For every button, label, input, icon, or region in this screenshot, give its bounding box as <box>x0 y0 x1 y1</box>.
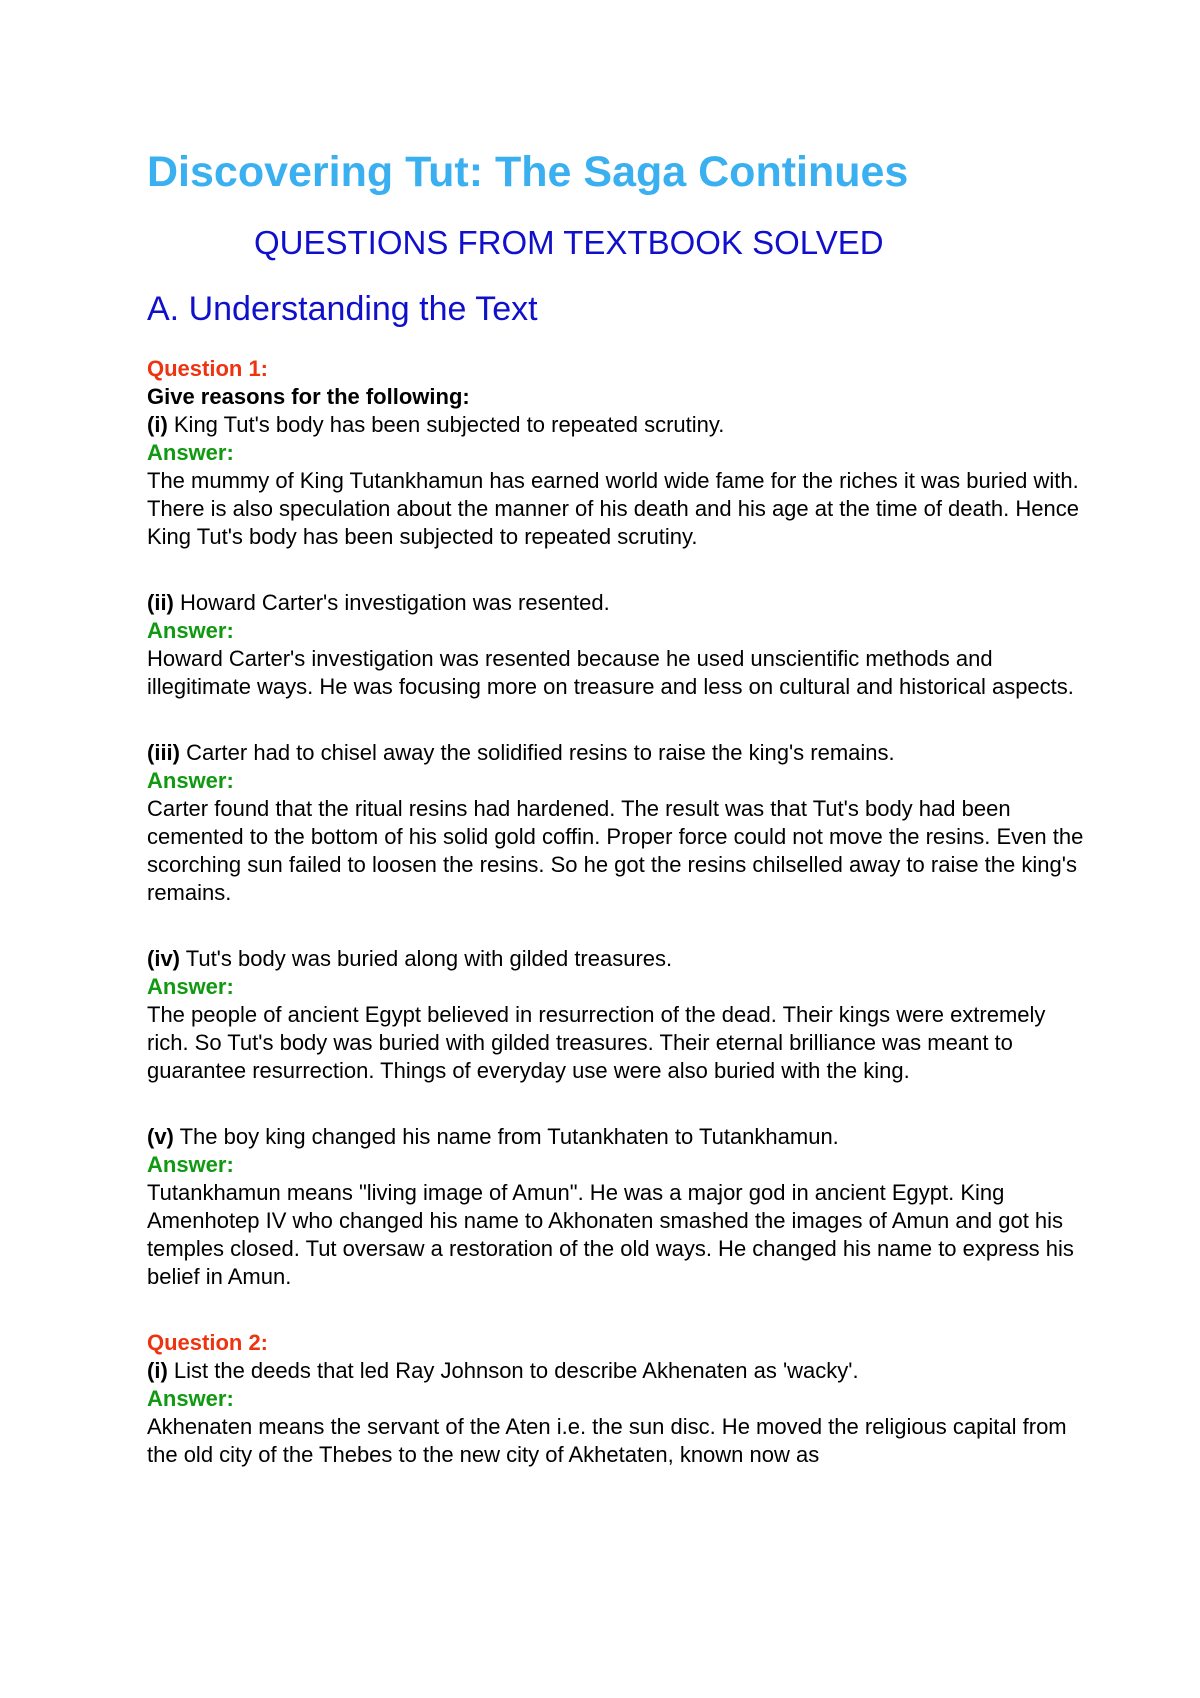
part-number: (v) <box>147 1124 174 1149</box>
part-text: King Tut's body has been subjected to repeated scrutiny. <box>167 412 725 437</box>
question-label: Question 1: <box>147 356 269 381</box>
document-title: Discovering Tut: The Saga Continues <box>147 148 909 196</box>
answer-label: Answer: <box>147 618 234 643</box>
answer-label: Answer: <box>147 440 234 465</box>
part-text: List the deeds that led Ray Johnson to describe Akhenaten as 'wacky'. <box>167 1358 859 1383</box>
question-part <box>147 1123 1087 1151</box>
part-number: (iii) <box>147 740 180 765</box>
questions-content <box>147 355 1087 1469</box>
spacer <box>147 701 1087 739</box>
question-part <box>147 945 1087 973</box>
question-part <box>147 411 1087 439</box>
question-part <box>147 1357 1087 1385</box>
part-text: Tut's body was buried along with gilded treasures. <box>180 946 673 971</box>
part-number: (iv) <box>147 946 180 971</box>
answer-text: Tutankhamun means "living image of Amun". He was a major god in ancient Egypt. King Amenhotep IV who changed his name to Akhonaten smashed the images of Amun and got his temples closed. Tut oversaw a restoration of the old ways. He changed his name to express his belief in Amun. <box>147 1180 1074 1289</box>
answer-text: Akhenaten means the servant of the Aten i.e. the sun disc. He moved the religious capital from the old city of the Thebes to the new city of Akhetaten, known now as <box>147 1414 1067 1467</box>
part-number: (i) <box>147 412 168 437</box>
spacer <box>147 551 1087 589</box>
answer-label: Answer: <box>147 768 234 793</box>
question-part <box>147 739 1087 767</box>
part-text: The boy king changed his name from Tutankhaten to Tutankhamun. <box>173 1124 839 1149</box>
question-part <box>147 589 1087 617</box>
answer-label: Answer: <box>147 974 234 999</box>
answer-text: Carter found that the ritual resins had hardened. The result was that Tut's body had been cemented to the bottom of his solid gold coffin. Proper force could not move the resins. Even the scorching sun failed to loosen the resins. So he got the resins chilselled away to raise the king's remains. <box>147 796 1084 905</box>
spacer <box>147 907 1087 945</box>
part-number: (i) <box>147 1358 168 1383</box>
answer-text: The people of ancient Egypt believed in resurrection of the dead. Their kings were extremely rich. So Tut's body was buried with gilded treasures. Their eternal brilliance was meant to guarantee resurrection. Things of everyday use were also buried with the king. <box>147 1002 1046 1083</box>
part-text: Howard Carter's investigation was resented. <box>173 590 610 615</box>
answer-text: Howard Carter's investigation was resented because he used unscientific methods and illegitimate ways. He was focusing more on treasure and less on cultural and historical aspects. <box>147 646 1074 699</box>
answer-label: Answer: <box>147 1386 234 1411</box>
spacer <box>147 1291 1087 1329</box>
part-text: Carter had to chisel away the solidified resins to raise the king's remains. <box>180 740 895 765</box>
section-heading: A. Understanding the Text <box>147 290 538 328</box>
question-label: Question 2: <box>147 1330 269 1355</box>
question-instruction: Give reasons for the following: <box>147 384 470 409</box>
document-subtitle: QUESTIONS FROM TEXTBOOK SOLVED <box>254 224 884 261</box>
answer-text: The mummy of King Tutankhamun has earned world wide fame for the riches it was buried with. There is also speculation about the manner of his death and his age at the time of death. Hence King Tut's body has been subjected to repeated scrutiny. <box>147 468 1079 549</box>
answer-label: Answer: <box>147 1152 234 1177</box>
part-number: (ii) <box>147 590 174 615</box>
spacer <box>147 1085 1087 1123</box>
